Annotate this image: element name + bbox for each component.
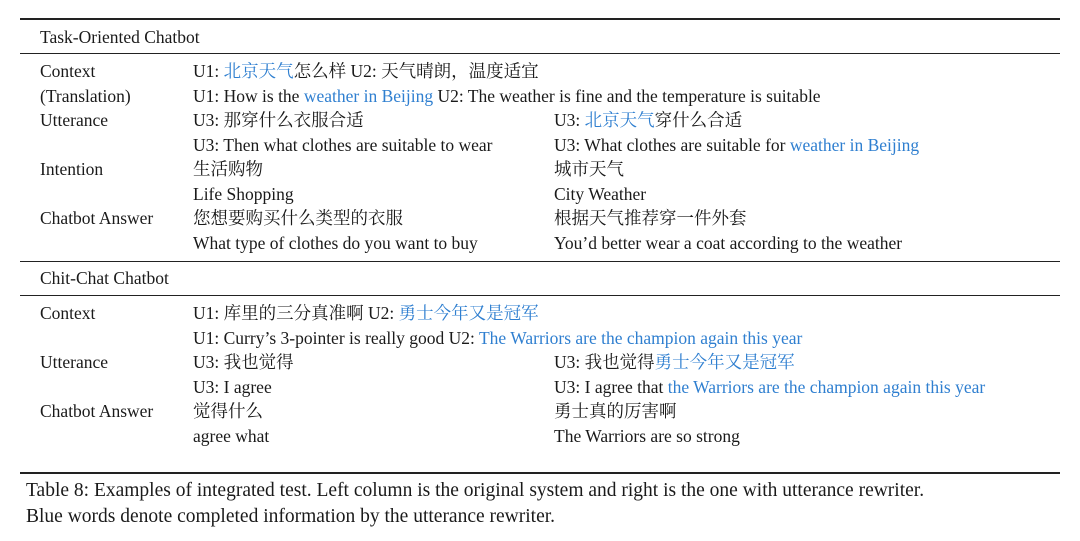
- section-rule-chitchat: [20, 295, 1060, 296]
- text-segment: 您想要购买什么类型的衣服: [193, 208, 403, 228]
- text-segment: U2: The weather is fine and the temperature is suitable: [433, 85, 821, 106]
- rewriter-system-cell: [554, 183, 646, 205]
- section-header-task: Task-Oriented Chatbot: [40, 27, 200, 47]
- text-segment: 勇士真的厉害啊: [554, 401, 677, 421]
- original-system-cell: [193, 85, 821, 107]
- rewriter-system-cell: [554, 158, 624, 180]
- completed-info-text: 勇士今年又是冠军: [654, 352, 795, 372]
- text-segment: U1: Curry’s 3-pointer is really good U2:: [193, 327, 479, 348]
- completed-info-text: weather in Beijing: [789, 134, 920, 155]
- text-segment: U3: 我也觉得: [554, 352, 655, 372]
- section-rule-task: [20, 53, 1060, 54]
- original-system-cell: [193, 376, 272, 398]
- original-system-cell: [193, 327, 802, 349]
- original-system-cell: [193, 183, 294, 205]
- text-segment: U3: 我也觉得: [193, 352, 294, 372]
- table-caption: [26, 478, 1066, 530]
- original-system-cell: [193, 158, 263, 180]
- row-label: Utterance: [40, 110, 109, 130]
- caption-line-1: Table 8: Examples of integrated test. Left column is the original system and right is the one with utterance rewriter.: [26, 480, 925, 501]
- text-segment: The Warriors are so strong: [554, 425, 740, 446]
- completed-info-text: 北京天气: [223, 61, 294, 81]
- row-label: Intention: [40, 159, 104, 179]
- text-segment: What type of clothes do you want to buy: [193, 232, 478, 253]
- completed-info-text: weather in Beijing: [303, 85, 434, 106]
- completed-info-text: the Warriors are the champion again this year: [667, 376, 986, 397]
- rewriter-system-cell: [554, 207, 747, 229]
- row-label: Chatbot Answer: [40, 208, 154, 228]
- text-segment: U3: Then what clothes are suitable to wear: [193, 134, 493, 155]
- caption-line-2: Blue words denote completed information by the utterance rewriter.: [26, 506, 556, 527]
- text-segment: 怎么样 U2: 天气晴朗，温度适宜: [293, 61, 539, 81]
- original-system-cell: [193, 134, 493, 156]
- rewriter-system-cell: [554, 134, 919, 156]
- original-system-cell: [193, 207, 403, 229]
- row-label: Context: [40, 61, 96, 81]
- rewriter-system-cell: [554, 400, 677, 422]
- text-segment: U3: I agree: [193, 376, 272, 397]
- text-segment: U1: How is the: [193, 85, 304, 106]
- original-system-cell: [193, 232, 478, 254]
- text-segment: U1:: [193, 61, 224, 81]
- rewriter-system-cell: [554, 109, 742, 131]
- text-segment: agree what: [193, 425, 270, 446]
- table-bottom-rule: [20, 472, 1060, 474]
- text-segment: 生活购物: [193, 159, 263, 179]
- text-segment: 觉得什么: [193, 401, 263, 421]
- original-system-cell: [193, 400, 263, 422]
- original-system-cell: [193, 302, 539, 324]
- text-segment: Life Shopping: [193, 183, 294, 204]
- row-label: (Translation): [40, 85, 131, 106]
- completed-info-text: 北京天气: [584, 110, 655, 130]
- text-segment: U3: I agree that: [554, 376, 668, 397]
- table-top-rule: [20, 18, 1060, 20]
- text-segment: 根据天气推荐穿一件外套: [554, 208, 747, 228]
- section-header-chitchat: Chit-Chat Chatbot: [40, 268, 169, 288]
- completed-info-text: The Warriors are the champion again this year: [478, 327, 803, 348]
- text-segment: 城市天气: [554, 159, 624, 179]
- text-segment: U3:: [554, 110, 585, 130]
- text-segment: You’d better wear a coat according to the weather: [554, 232, 903, 253]
- original-system-cell: [193, 351, 294, 373]
- rewriter-system-cell: [554, 425, 740, 447]
- rewriter-system-cell: [554, 376, 985, 398]
- completed-info-text: 勇士今年又是冠军: [398, 303, 539, 323]
- text-segment: U1: 库里的三分真准啊 U2:: [193, 303, 399, 323]
- original-system-cell: [193, 60, 539, 82]
- original-system-cell: [193, 425, 269, 447]
- row-label: Utterance: [40, 352, 109, 372]
- row-label: Context: [40, 303, 96, 323]
- section-divider-rule: [20, 261, 1060, 262]
- rewriter-system-cell: [554, 232, 902, 254]
- original-system-cell: [193, 109, 364, 131]
- row-label: Chatbot Answer: [40, 401, 154, 421]
- text-segment: City Weather: [554, 183, 647, 204]
- text-segment: U3: What clothes are suitable for: [554, 134, 790, 155]
- rewriter-system-cell: [554, 351, 795, 373]
- text-segment: 穿什么合适: [654, 110, 743, 130]
- text-segment: U3: 那穿什么衣服合适: [193, 110, 364, 130]
